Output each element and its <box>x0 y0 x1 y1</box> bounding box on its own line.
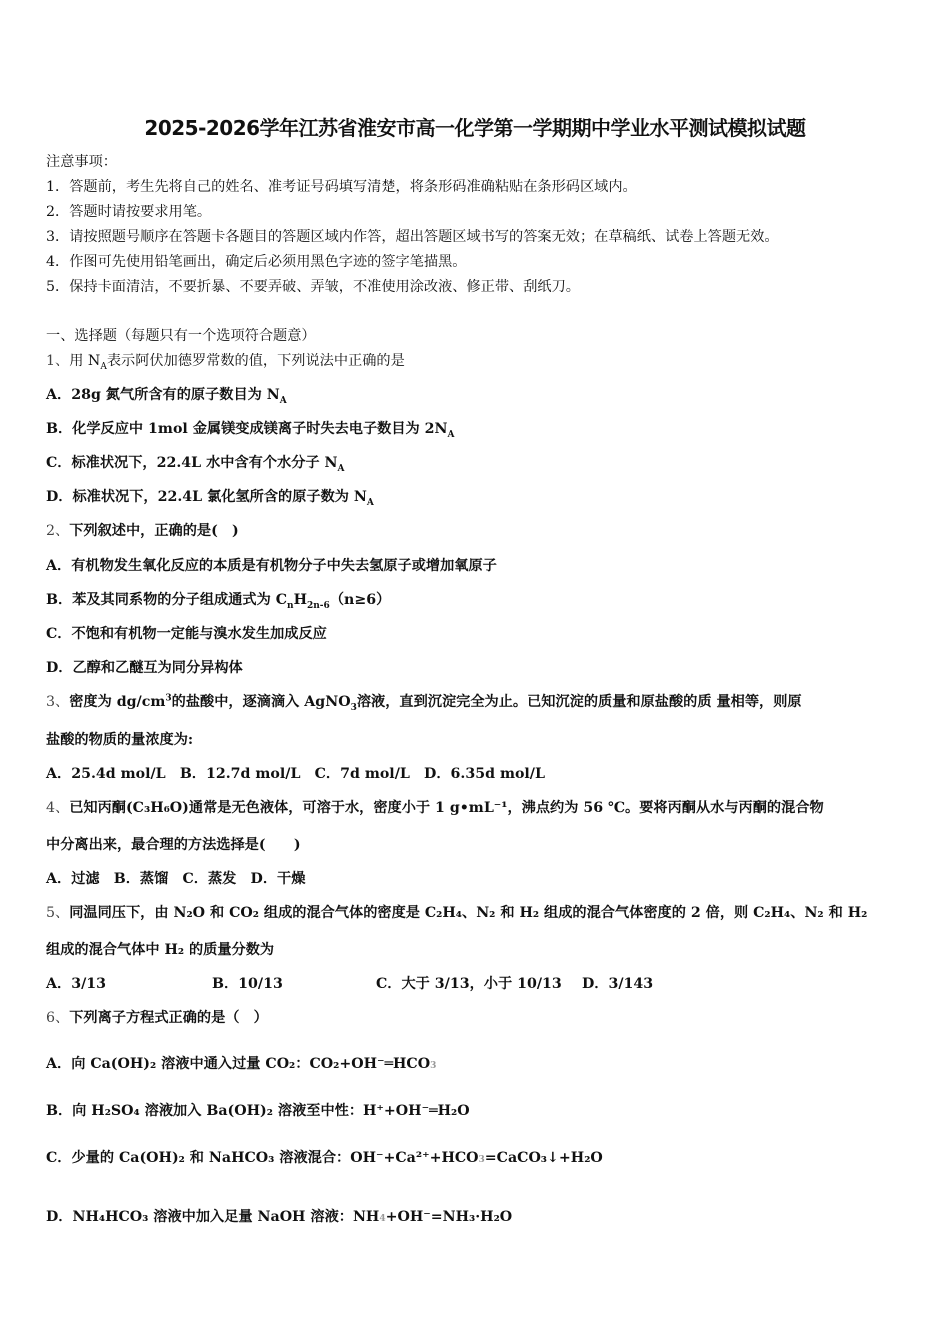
question-5-option-d: D．3/143 <box>582 976 654 992</box>
question-6-option-a: A．向 Ca(OH)₂ 溶液中通入过量 CO₂：CO₂+OH⁻═HCO3 <box>46 1056 437 1072</box>
question-1-option-a: A．28g 氮气所含有的原子数目为 $N_A$ <box>46 387 287 406</box>
question-5-option-a: A．3/13 <box>46 976 106 992</box>
question-1-option-b: B．化学反应中 1mol 金属镁变成镁离子时失去电子数目为 $2N_A$ <box>46 421 455 440</box>
question-6-stem: 6、下列离子方程式正确的是（ ） <box>46 1010 268 1026</box>
notes-heading: 注意事项： <box>46 154 117 170</box>
page-title: 2025-2026学年江苏省淮安市高一化学第一学期期中学业水平测试模拟试题 <box>144 116 806 140</box>
section-heading: 一、选择题（每题只有一个选项符合题意） <box>46 328 316 344</box>
question-2-option-b: B．苯及其同系物的分子组成通式为 $C_nH_{2n-6}(n\ge 6)$ <box>46 592 391 611</box>
question-3-stem-cont: 盐酸的物质的量浓度为: <box>46 732 194 748</box>
question-2-option-a: A．有机物发生氧化反应的本质是有机物分子中失去氢原子或增加氧原子 <box>46 558 497 574</box>
question-2-option-c: C．不饱和有机物一定能与溴水发生加成反应 <box>46 626 327 642</box>
question-number: 1、 <box>46 353 70 369</box>
question-6-option-c: C．少量的 Ca(OH)₂ 和 NaHCO₃ 溶液混合：OH⁻+Ca²⁺+HCO3=CaCO₃↓+H₂O <box>46 1150 603 1166</box>
note-item-4: 4．作图可先使用铅笔画出，确定后必须用黑色字迹的签字笔描黑。 <box>46 254 467 270</box>
question-1-option-d: D．标准状况下，22.4L 氯化氢所含的原子数为 $N_A$ <box>46 489 374 508</box>
question-4-stem-cont: 中分离出来，最合理的方法选择是( ) <box>46 837 301 853</box>
question-5-stem-cont: 组成的混合气体中 H₂ 的质量分数为 <box>46 942 275 958</box>
question-1-stem: 1、用 $N_A$表示阿伏加德罗常数的值，下列说法中正确的是 <box>46 353 405 372</box>
question-4-stem: 4、已知丙酮(C₃H₆O)通常是无色液体，可溶于水，密度小于 1 g•mL⁻¹，沸点约为 56 ℃。要将丙酮从水与丙酮的混合物 <box>46 800 824 816</box>
note-item-2: 2．答题时请按要求用笔。 <box>46 204 212 220</box>
note-item-1: 1．答题前，考生先将自己的姓名、准考证号码填写清楚，将条形码准确粘贴在条形码区域内。 <box>46 179 637 195</box>
question-5-option-b: B．10/13 <box>212 976 283 992</box>
note-item-3: 3．请按照题号顺序在答题卡各题目的答题区域内作答，超出答题区域书写的答案无效；在草稿纸、试卷上答题无效。 <box>46 229 779 245</box>
question-5-option-c: C．大于 3/13，小于 10/13 <box>376 976 562 992</box>
question-2-option-d: D．乙醇和乙醚互为同分异构体 <box>46 660 243 676</box>
question-3-stem: 3、密度为 $dg/cm^3$的盐酸中，逐滴滴入 AgNO$_3$溶液，直到沉淀完全为止。已知沉淀的质量和原盐酸的质 量相等，则原 <box>46 693 802 713</box>
question-3-options: A．25.4d mol/L B．12.7d mol/L C．7d mol/L D．6.35d mol/L <box>46 766 545 782</box>
question-4-options: A．过滤 B．蒸馏 C．蒸发 D．干燥 <box>46 871 306 887</box>
question-1-option-c: C．标准状况下，22.4L 水中含有个水分子 $N_A$ <box>46 455 345 474</box>
question-5-stem: 5、同温同压下，由 N₂O 和 CO₂ 组成的混合气体的密度是 C₂H₄、N₂ 和 H₂ 组成的混合气体密度的 2 倍，则 C₂H₄、N₂ 和 H₂ <box>46 905 868 921</box>
note-item-5: 5．保持卡面清洁，不要折暴、不要弄破、弄皱，不准使用涂改液、修正带、刮纸刀。 <box>46 279 580 295</box>
question-2-stem: 2、下列叙述中，正确的是( ) <box>46 523 239 539</box>
question-6-option-b: B．向 H₂SO₄ 溶液加入 Ba(OH)₂ 溶液至中性：H⁺+OH⁻═H₂O <box>46 1103 470 1119</box>
question-6-option-d: D．NH₄HCO₃ 溶液中加入足量 NaOH 溶液：NH4+OH⁻=NH₃·H₂O <box>46 1209 513 1225</box>
